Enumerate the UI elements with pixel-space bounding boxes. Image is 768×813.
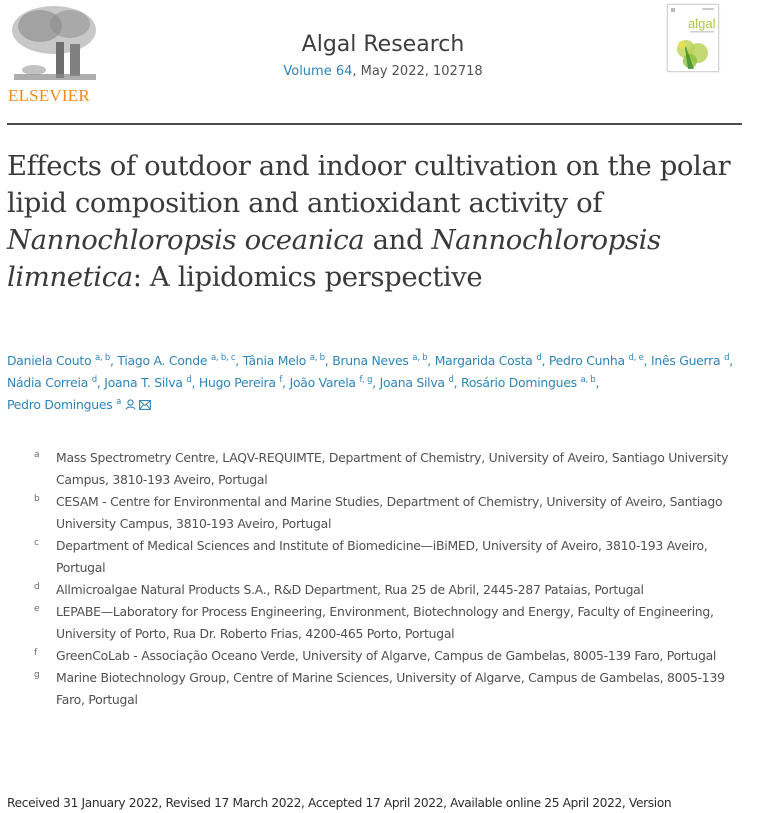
affiliation-text: Department of Medical Sciences and Institute of Biomedicine—iBiMED, University of Aveiro, 3810-193 Aveiro, Portugal — [56, 538, 708, 575]
affiliation-list — [34, 447, 734, 711]
cover-art-icon — [668, 5, 718, 71]
author-name: Bruna Neves — [332, 353, 409, 368]
author-name: Inês Guerra — [650, 353, 721, 368]
article-history: Received 31 January 2022, Revised 17 March 2022, Accepted 17 April 2022, Available online 25 April 2022, Version — [7, 796, 672, 810]
author-link[interactable] — [435, 353, 542, 368]
journal-info — [250, 30, 516, 82]
affiliation-label: b — [34, 494, 40, 504]
journal-title[interactable]: Algal Research — [301, 32, 465, 57]
article-header — [0, 0, 768, 124]
author-link[interactable] — [243, 353, 325, 368]
title-part: Effects of outdoor and indoor cultivation on the polar lipid composition and antioxidant activity of — [7, 150, 731, 219]
author-affiliation-ref: a, b — [412, 353, 428, 363]
affiliation-item — [34, 645, 734, 667]
author-name: Tiago A. Conde — [117, 353, 208, 368]
affiliation-label: a — [34, 450, 40, 460]
author-name: João Varela — [289, 375, 356, 390]
affiliation-text: Marine Biotechnology Group, Centre of Marine Sciences, University of Algarve, Campus de Gambelas, 8005-139 Faro, Portugal — [56, 670, 725, 707]
author-name: Daniela Couto — [7, 353, 92, 368]
author-affiliation-ref: f, g — [359, 375, 373, 385]
affiliation-item — [34, 491, 734, 535]
affiliation-item — [34, 667, 734, 711]
affiliation-label: d — [34, 582, 40, 592]
author-link[interactable] — [290, 375, 373, 390]
affiliation-item — [34, 447, 734, 491]
author-link[interactable] — [104, 375, 191, 390]
author-link[interactable] — [461, 375, 596, 390]
mail-icon[interactable] — [139, 400, 151, 410]
issue-info: , May 2022, 102718 — [352, 64, 483, 79]
title-part: and — [364, 224, 432, 256]
author-name: Joana T. Silva — [104, 375, 183, 390]
affiliation-text: CESAM - Centre for Environmental and Marine Studies, Department of Chemistry, University of Aveiro, Santiago University Campus, 3810-193 Aveiro, Portugal — [56, 494, 723, 531]
author-affiliation-ref: d — [536, 353, 542, 363]
affiliation-text: GreenCoLab - Associação Oceano Verde, University of Algarve, Campus de Gambelas, 8005-139 Faro, Portugal — [56, 648, 717, 663]
affiliation-label: g — [34, 670, 40, 680]
author-link[interactable] — [380, 375, 454, 390]
author-affiliation-ref: a, b, c — [210, 353, 236, 363]
affiliation-text: Allmicroalgae Natural Products S.A., R&D Department, Rua 25 de Abril, 2445-287 Pataias, Portugal — [56, 582, 644, 597]
author-affiliation-ref: a — [116, 397, 122, 407]
author-affiliation-ref: a, b — [309, 353, 325, 363]
author-name: Pedro Domingues — [7, 397, 113, 412]
affiliation-label: e — [34, 604, 40, 614]
corresponding-author-link[interactable] — [7, 397, 151, 412]
affiliation-label: f — [34, 648, 37, 658]
author-name: Tânia Melo — [242, 353, 307, 368]
title-species-2: Nannochloropsis limnetica — [7, 224, 661, 293]
affiliation-item — [34, 535, 734, 579]
author-affiliation-ref: a, b — [95, 353, 111, 363]
author-name: Hugo Pereira — [198, 375, 276, 390]
author-link[interactable] — [332, 353, 427, 368]
author-name: Nádia Correia — [7, 375, 89, 390]
affiliation-text: LEPABE—Laboratory for Process Engineering, Environment, Biotechnology and Energy, Faculty of Engineering, University of Porto, Rua Dr. Roberto Frias, 4200-465 Porto, Portugal — [56, 604, 714, 641]
affiliation-label: c — [34, 538, 39, 548]
affiliation-item — [34, 579, 734, 601]
author-link[interactable] — [199, 375, 282, 390]
author-link[interactable] — [7, 375, 97, 390]
author-affiliation-ref: d — [91, 375, 97, 385]
volume-link[interactable]: Volume 64 — [283, 64, 353, 79]
author-affiliation-ref: d — [186, 375, 192, 385]
header-divider — [7, 123, 742, 125]
tree-logo-icon — [10, 4, 98, 84]
author-list: Daniela Couto $^{a, b}$, Tiago A. Conde $^{a, b, c}$, Tânia Melo $^{a, b}$, Bruna Neves $^{a, b}$, Margarida Costa $^d$, Pedro Cunha $^{d, e}$, Inês Guerra $^d$, Nádia Correia $^d$, Joana T. Silva $^d$, Hugo Pereira $^f$, João Varela $^{f, g}$, Joana Silva $^d$, Rosário Domingues $^{a, b}$, Pedro Domingues $^a$ — [7, 353, 733, 412]
author-affiliation-ref: f — [279, 375, 283, 385]
author-link[interactable] — [651, 353, 729, 368]
author-affiliation-ref: d — [724, 353, 730, 363]
author-name: Joana Silva — [379, 375, 445, 390]
article-title — [7, 148, 762, 296]
author-link[interactable] — [549, 353, 644, 368]
author-link[interactable] — [7, 353, 110, 368]
author-name: Rosário Domingues — [461, 375, 577, 390]
cover-title: algal — [688, 16, 716, 31]
affiliation-text: Mass Spectrometry Centre, LAQV-REQUIMTE, Department of Chemistry, University of Aveiro, Santiago University Campus, 3810-193 Aveiro, Portugal — [56, 450, 729, 487]
affiliation-item — [34, 601, 734, 645]
journal-cover-image[interactable] — [667, 4, 719, 72]
title-species-1: Nannochloropsis oceanica — [7, 224, 365, 256]
publisher-name: ELSEVIER — [8, 86, 90, 105]
author-name: Pedro Cunha — [548, 353, 625, 368]
elsevier-logo[interactable] — [6, 4, 98, 106]
author-affiliation-ref: d — [448, 375, 454, 385]
person-icon — [125, 399, 136, 410]
author-name: Margarida Costa — [434, 353, 533, 368]
author-affiliation-ref: d, e — [628, 353, 644, 363]
author-affiliation-ref: a, b — [580, 375, 596, 385]
title-part: : A lipidomics perspective — [132, 261, 483, 293]
journal-issue — [250, 62, 516, 82]
author-link[interactable] — [117, 353, 235, 368]
